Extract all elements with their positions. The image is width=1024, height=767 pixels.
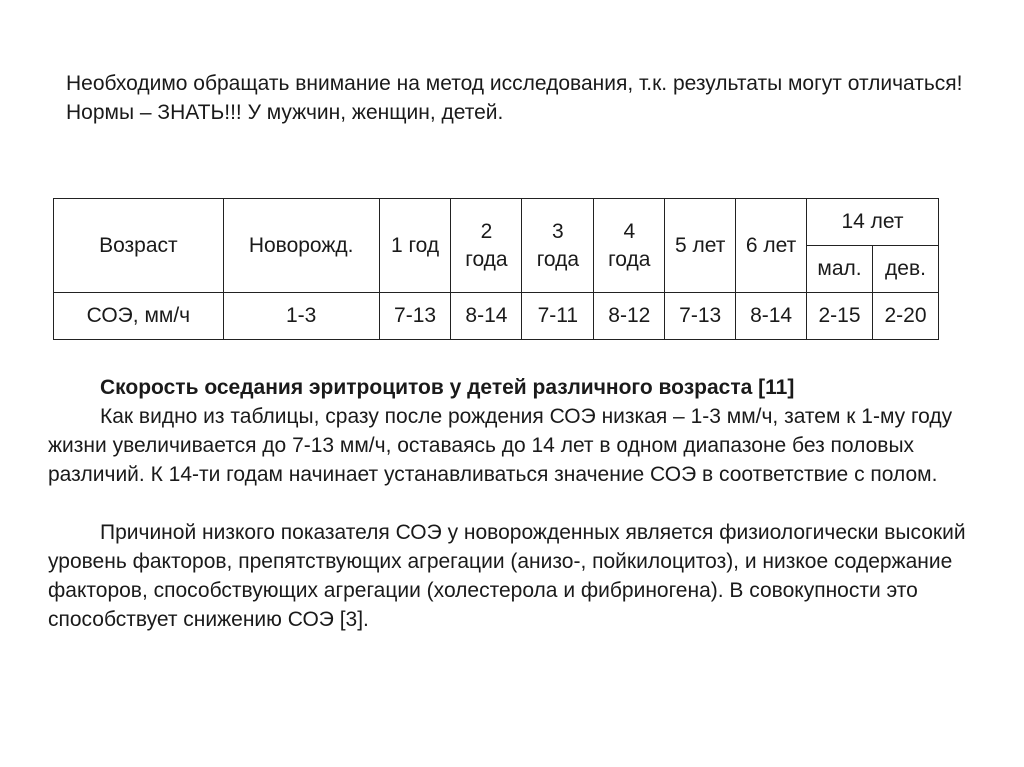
table-header-row: [54, 199, 939, 246]
header-4-years-word: года: [608, 247, 651, 271]
value-5-years: 7-13: [665, 293, 736, 340]
intro-line-method: Необходимо обращать внимание на метод исследования, т.к. результаты могут отличаться!: [66, 72, 963, 95]
value-6-years: 8-14: [736, 293, 807, 340]
header-age: Возраст: [54, 199, 224, 293]
paragraph-gap: [48, 489, 968, 518]
header-2-years: [451, 199, 522, 293]
value-2-years: 8-14: [451, 293, 522, 340]
header-5-years: 5 лет: [665, 199, 736, 293]
header-3-years-word: года: [536, 247, 580, 271]
header-1-year: 1 год: [379, 199, 451, 293]
value-4-years: 8-12: [594, 293, 665, 340]
intro-line-norms: Нормы – ЗНАТЬ!!! У мужчин, женщин, детей.: [66, 101, 504, 124]
header-2-years-word: года: [465, 247, 508, 271]
header-4-years: [594, 199, 665, 293]
header-3-years: [522, 199, 594, 293]
value-1-year: 7-13: [379, 293, 451, 340]
intro-text: [66, 69, 966, 127]
value-newborn: 1-3: [223, 293, 379, 340]
header-2-years-number: 2: [480, 219, 493, 243]
row-label-esr: СОЭ, мм/ч: [54, 293, 224, 340]
header-4-years-number: 4: [623, 219, 636, 243]
value-14-years-female: 2-20: [872, 293, 938, 340]
header-6-years: 6 лет: [736, 199, 807, 293]
body-text: [48, 373, 968, 634]
paragraph-low-esr-cause: Причиной низкого показателя СОЭ у новорожденных является физиологически высокий уровень факторов, препятствующих агрегации (анизо-, пойкилоцитоз), и низкое содержание факторов, способствующих агрегации (холестерола и фибриногена). В совокупности это способствует снижению СОЭ [3].: [48, 521, 966, 631]
header-female: дев.: [872, 246, 938, 293]
value-3-years: 7-11: [522, 293, 594, 340]
paragraph-esr-dynamics: Как видно из таблицы, сразу после рождения СОЭ низкая – 1-3 мм/ч, затем к 1-му году жизни увеличивается до 7-13 мм/ч, оставаясь до 14 лет в одном диапазоне без половых различий. К 14-ти годам начинает устанавливаться значение СОЭ в соответствие с полом.: [48, 405, 953, 486]
table-row: [54, 293, 939, 340]
value-14-years-male: 2-15: [807, 293, 873, 340]
table-caption: Скорость оседания эритроцитов у детей различного возраста [11]: [100, 376, 795, 399]
header-male: мал.: [807, 246, 873, 293]
header-14-years: 14 лет: [807, 199, 939, 246]
header-3-years-number: 3: [552, 219, 564, 243]
header-newborn: Новорожд.: [223, 199, 379, 293]
esr-table: [53, 198, 939, 340]
